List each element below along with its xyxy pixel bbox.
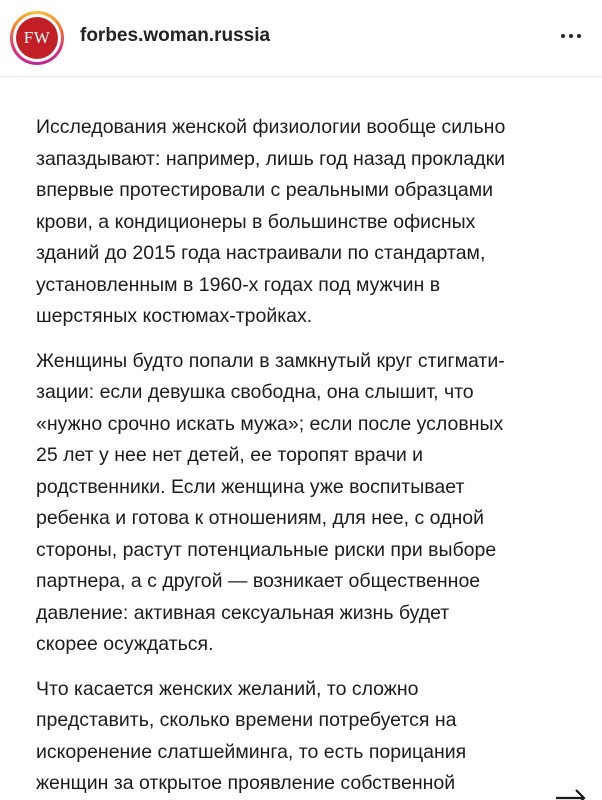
avatar-gap bbox=[13, 14, 61, 62]
more-horizontal-icon bbox=[577, 34, 581, 38]
more-horizontal-icon bbox=[569, 34, 573, 38]
avatar[interactable]: FW bbox=[16, 17, 58, 59]
post-paragraph-2: Женщины будто попали в замкнутый круг стигмати- зации: если девушка свободна, она слышит, что «нужно срочно искать мужа»; если после условных 25 лет у нее нет детей, ее торопят врачи и родственники. Если женщина уже воспитывает ребенка и готова к отношениям, для нее, с одной стороны, растут потенциальные риски при выборе партнера, а с другой — возникает общественное давление: активная сексуальная жизнь будет скорее осуждаться. bbox=[36, 349, 505, 655]
post-paragraph-3: Что касается женских желаний, то сложно представить, сколько времени потребуется на искоренение слатшейминга, то есть порицания женщин за открытое проявление собственной bbox=[36, 677, 467, 794]
post-header bbox=[0, 0, 602, 77]
more-options-button[interactable] bbox=[554, 22, 588, 50]
post-text-slide bbox=[36, 112, 592, 800]
username-link[interactable]: forbes.woman.russia bbox=[80, 25, 271, 46]
arrow-right-icon bbox=[554, 784, 588, 800]
story-ring[interactable] bbox=[10, 11, 64, 65]
more-horizontal-icon bbox=[561, 34, 565, 38]
post-paragraph-1: Исследования женской физиологии вообще сильно запаздывают: например, лишь год назад прокладки впервые протестировали с реальными образцами крови, а кондиционеры в большинстве офисных зданий до 2015 года настраивали по стандартам, установленным в 1960-х годах под мужчин в шерстяных костюмах-тройках. bbox=[36, 116, 506, 327]
next-slide-button[interactable] bbox=[554, 784, 588, 800]
